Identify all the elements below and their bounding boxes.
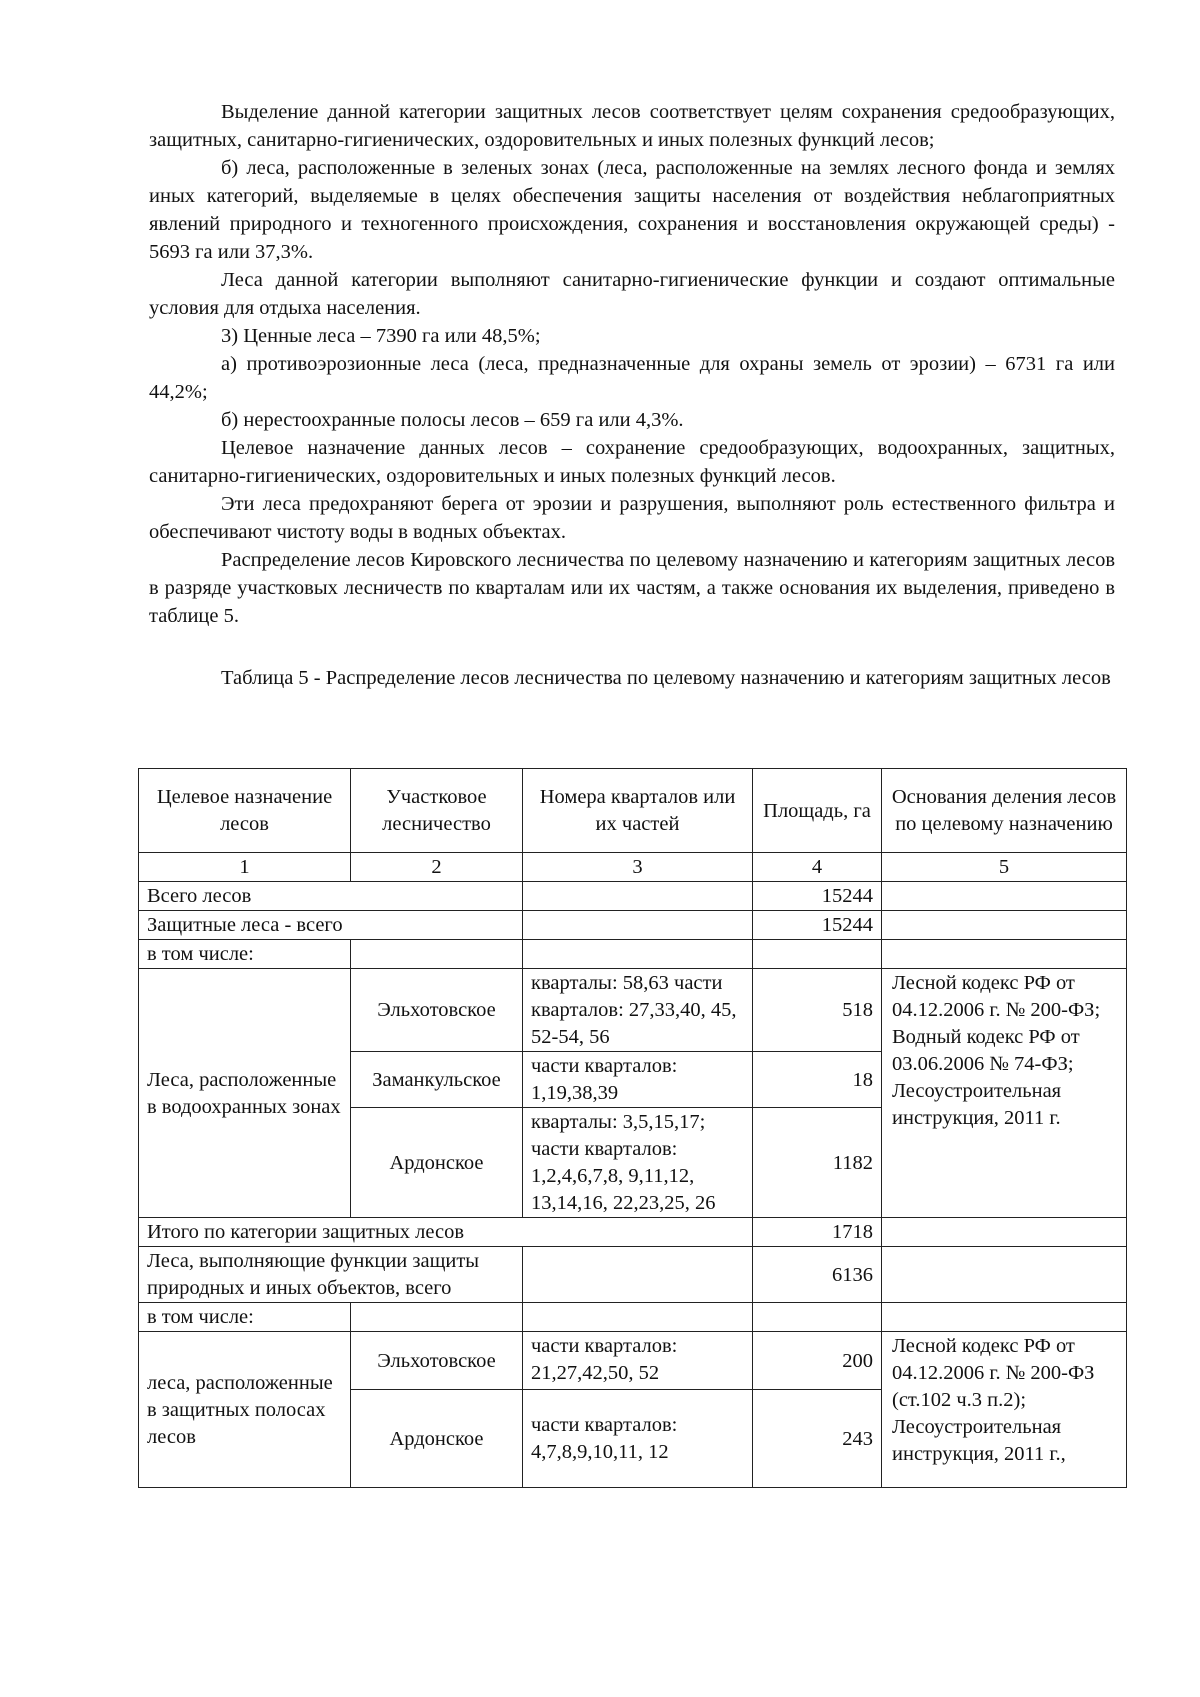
header-purpose: Целевое назначение лесов [139, 769, 351, 853]
column-number-row [139, 853, 1127, 882]
area-value: 18 [753, 1052, 882, 1108]
quarters-list: части кварталов: 4,7,8,9,10,11, 12 [523, 1390, 753, 1488]
table-row [139, 882, 1127, 911]
table-row [139, 1218, 1127, 1247]
col-number: 5 [882, 853, 1127, 882]
document-body [149, 98, 1115, 692]
col-number: 1 [139, 853, 351, 882]
paragraph-4: 3) Ценные леса – 7390 га или 48,5%; [221, 325, 541, 347]
table-caption: Таблица 5 - Распределение лесов лесничества по целевому назначению и категориям защитных лесов [221, 667, 1111, 689]
table-row [139, 969, 1127, 1052]
belts-category: леса, расположенные в защитных полосах лесов [139, 1332, 351, 1488]
quarters-list: части кварталов: 21,27,42,50, 52 [523, 1332, 753, 1390]
table-row [139, 911, 1127, 940]
table-row [139, 1247, 1127, 1303]
empty-cell [523, 1247, 753, 1303]
paragraph-2: б) леса, расположенные в зеленых зонах (леса, расположенные на землях лесного фонда и землях иных категорий, выделяемые в целях обеспечения защиты населения от воздействия неблагоприятных явлений природного и техногенного происхождения, сохранения и восстановления окружающей среды) - 5693 га или 37,3%. [149, 157, 1115, 263]
empty-cell [882, 1303, 1127, 1332]
table-row [139, 940, 1127, 969]
area-value: 518 [753, 969, 882, 1052]
empty-cell [882, 911, 1127, 940]
district-name: Ардонское [351, 1108, 523, 1218]
protect-objects-area: 6136 [753, 1247, 882, 1303]
total-label: Всего лесов [139, 882, 523, 911]
empty-cell [523, 882, 753, 911]
empty-cell [882, 1218, 1127, 1247]
header-basis: Основания деления лесов по целевому назначению [882, 769, 1127, 853]
col-number: 2 [351, 853, 523, 882]
empty-cell [882, 940, 1127, 969]
table-header-row [139, 769, 1127, 853]
paragraph-6: б) нерестоохранные полосы лесов – 659 га или 4,3%. [221, 409, 684, 431]
subtotal-area: 1718 [753, 1218, 882, 1247]
incl-label: в том числе: [139, 1303, 351, 1332]
empty-cell [882, 1247, 1127, 1303]
header-district: Участковое лесничество [351, 769, 523, 853]
paragraph-8: Эти леса предохраняют берега от эрозии и разрушения, выполняют роль естественного фильтра и обеспечивают чистоту воды в водных объектах. [149, 493, 1115, 543]
protect-objects-label: Леса, выполняющие функции защиты природных и иных объектов, всего [139, 1247, 523, 1303]
header-area: Площадь, га [753, 769, 882, 853]
district-name: Эльхотовское [351, 969, 523, 1052]
col-number: 4 [753, 853, 882, 882]
quarters-list: кварталы: 58,63 части кварталов: 27,33,40, 45, 52-54, 56 [523, 969, 753, 1052]
table-row [139, 1332, 1127, 1390]
area-value: 243 [753, 1390, 882, 1488]
district-name: Заманкульское [351, 1052, 523, 1108]
paragraph-9: Распределение лесов Кировского лесничества по целевому назначению и категориям защитных лесов в разряде участковых лесничеств по кварталам или их частям, а также основания их выделения, приведено в таблице 5. [149, 549, 1115, 627]
quarters-list: части кварталов: 1,19,38,39 [523, 1052, 753, 1108]
incl-label: в том числе: [139, 940, 351, 969]
protective-label: Защитные леса - всего [139, 911, 523, 940]
quarters-list: кварталы: 3,5,15,17; части кварталов: 1,2,4,6,7,8, 9,11,12, 13,14,16, 22,23,25, 26 [523, 1108, 753, 1218]
empty-cell [523, 1303, 753, 1332]
belts-basis: Лесной кодекс РФ от 04.12.2006 г. № 200-ФЗ (ст.102 ч.3 п.2); Лесоустроительная инструкция, 2011 г., [882, 1332, 1127, 1488]
district-name: Эльхотовское [351, 1332, 523, 1390]
district-name: Ардонское [351, 1390, 523, 1488]
subtotal-label: Итого по категории защитных лесов [139, 1218, 753, 1247]
header-quarters: Номера кварталов или их частей [523, 769, 753, 853]
empty-cell [753, 1303, 882, 1332]
paragraph-1: Выделение данной категории защитных лесов соответствует целям сохранения средообразующих, защитных, санитарно-гигиенических, оздоровительных и иных полезных функций лесов; [149, 101, 1115, 151]
paragraph-5: а) противоэрозионные леса (леса, предназначенные для охраны земель от эрозии) – 6731 га или 44,2%; [149, 353, 1115, 403]
total-area: 15244 [753, 882, 882, 911]
empty-cell [882, 882, 1127, 911]
empty-cell [523, 911, 753, 940]
col-number: 3 [523, 853, 753, 882]
table-row [139, 1303, 1127, 1332]
paragraph-7: Целевое назначение данных лесов – сохранение средообразующих, водоохранных, защитных, санитарно-гигиенических, оздоровительных и иных полезных функций лесов. [149, 437, 1115, 487]
empty-cell [523, 940, 753, 969]
protective-area: 15244 [753, 911, 882, 940]
forest-distribution-table [138, 768, 1127, 1488]
area-value: 1182 [753, 1108, 882, 1218]
water-zone-category: Леса, расположенные в водоохранных зонах [139, 969, 351, 1218]
empty-cell [351, 940, 523, 969]
area-value: 200 [753, 1332, 882, 1390]
empty-cell [351, 1303, 523, 1332]
water-zone-basis: Лесной кодекс РФ от 04.12.2006 г. № 200-ФЗ; Водный кодекс РФ от 03.06.2006 № 74-ФЗ; Лесоустроительная инструкция, 2011 г. [882, 969, 1127, 1218]
empty-cell [753, 940, 882, 969]
paragraph-3: Леса данной категории выполняют санитарно-гигиенические функции и создают оптимальные условия для отдыха населения. [149, 269, 1115, 319]
